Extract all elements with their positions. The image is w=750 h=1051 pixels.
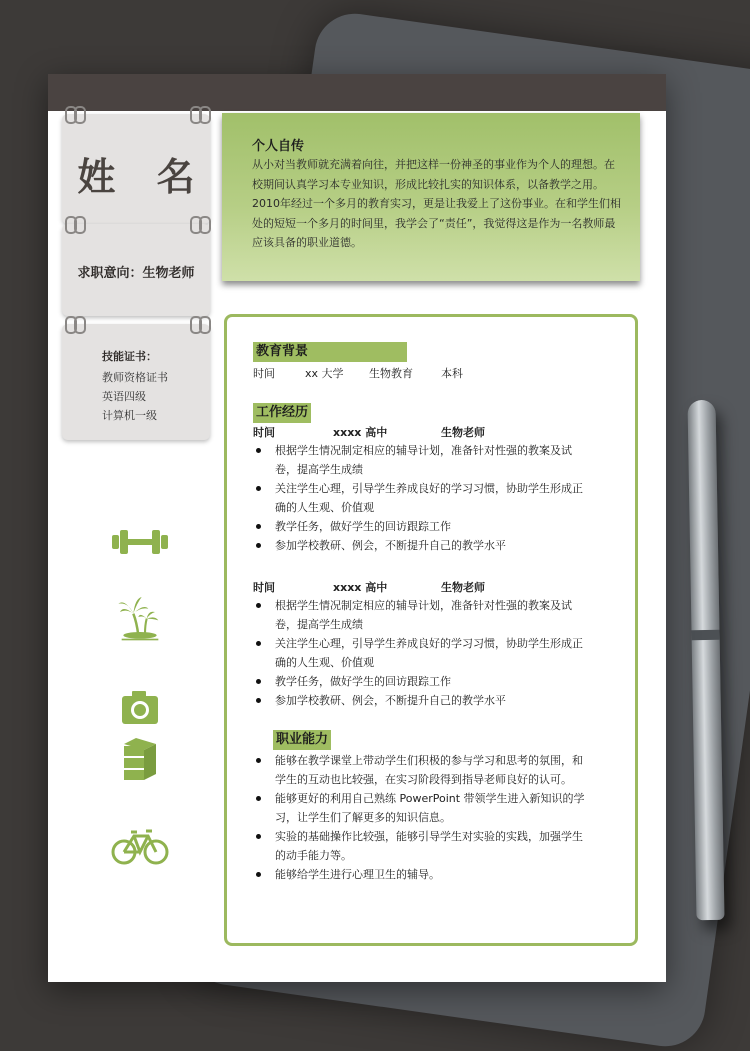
education-degree: 本科 — [441, 367, 463, 380]
profile-section — [222, 113, 640, 281]
profile-text: 从小对当教师就充满着向往，并把这样一份神圣的事业作为个人的理想。在校期间认真学习本专业知识，形成比较扎实的知识体系，以备教学之用。2010年经过一个多月的教育实习，更是让我爱上了这份事业。在和学生们相处的短短一个多月的时间里，我学会了“责任”，我觉得这是作为一名教师最应该具备的职业道德。 — [252, 158, 621, 249]
name-card — [62, 114, 210, 224]
abilities-list — [253, 751, 593, 884]
binder-ring-icon — [199, 216, 211, 234]
list-item: 参加学校教研、例会，不断提升自己的教学水平 — [253, 691, 593, 710]
work-duties-list — [253, 596, 593, 710]
certificate-item: 教师资格证书 — [102, 371, 168, 384]
certificates-card — [62, 324, 210, 440]
certificates-title: 技能证书： — [102, 350, 157, 363]
work-duties-list — [253, 441, 593, 555]
list-item: 教学任务，做好学生的回访跟踪工作 — [253, 672, 593, 691]
work-title: 工作经历 — [253, 403, 311, 423]
education-school: xx 大学 — [305, 367, 344, 380]
work-role: 生物老师 — [441, 426, 485, 439]
abilities-title: 职业能力 — [273, 730, 331, 750]
list-item: 根据学生情况制定相应的辅导计划，准备针对性强的教案及试卷，提高学生成绩 — [253, 441, 593, 479]
bicycle-icon — [110, 822, 170, 872]
list-item: 关注学生心理，引导学生养成良好的学习习惯，协助学生形成正确的人生观、价值观 — [253, 634, 593, 672]
education-title: 教育背景 — [253, 342, 407, 362]
certificate-item: 计算机一级 — [102, 409, 157, 422]
job-intent-card — [62, 224, 210, 316]
pen-ring — [691, 630, 719, 640]
list-item: 教学任务，做好学生的回访跟踪工作 — [253, 517, 593, 536]
work-role: 生物老师 — [441, 581, 485, 594]
profile-title: 个人自传 — [252, 139, 305, 154]
work-time: 时间 — [253, 426, 275, 439]
candidate-name: 姓 名 — [77, 155, 209, 199]
palm-tree-island-icon — [110, 592, 170, 642]
resume-page — [48, 74, 666, 982]
dumbbell-icon — [110, 516, 170, 566]
binder-ring-icon — [74, 316, 86, 334]
list-item: 能够在教学课堂上带动学生们积极的参与学习和思考的氛围，和学生的互动也比较强，在实习阶段得到指导老师良好的认可。 — [253, 751, 593, 789]
certificate-item: 英语四级 — [102, 390, 146, 403]
job-intent: 求职意向：生物老师 — [77, 266, 195, 281]
camera-icon — [110, 684, 170, 734]
list-item: 实验的基础操作比较强，能够引导学生对实验的实践，加强学生的动手能力等。 — [253, 827, 593, 865]
binder-ring-icon — [199, 316, 211, 334]
binder-ring-icon — [199, 106, 211, 124]
books-icon — [110, 734, 170, 784]
work-time: 时间 — [253, 581, 275, 594]
education-time: 时间 — [253, 367, 275, 380]
list-item: 关注学生心理，引导学生养成良好的学习习惯，协助学生形成正确的人生观、价值观 — [253, 479, 593, 517]
list-item: 能够更好的利用自己熟练 PowerPoint 带领学生进入新知识的学习，让学生们了解更多的知识信息。 — [253, 789, 593, 827]
list-item: 能够给学生进行心理卫生的辅导。 — [253, 865, 593, 884]
work-company: xxxx 高中 — [333, 426, 388, 439]
main-content-box — [224, 314, 638, 946]
certificates-list — [102, 368, 168, 425]
education-major: 生物教育 — [369, 367, 413, 380]
list-item: 参加学校教研、例会，不断提升自己的教学水平 — [253, 536, 593, 555]
binder-ring-icon — [74, 216, 86, 234]
work-company: xxxx 高中 — [333, 581, 388, 594]
list-item: 根据学生情况制定相应的辅导计划，准备针对性强的教案及试卷，提高学生成绩 — [253, 596, 593, 634]
binder-ring-icon — [74, 106, 86, 124]
page-header-bar — [48, 74, 666, 111]
